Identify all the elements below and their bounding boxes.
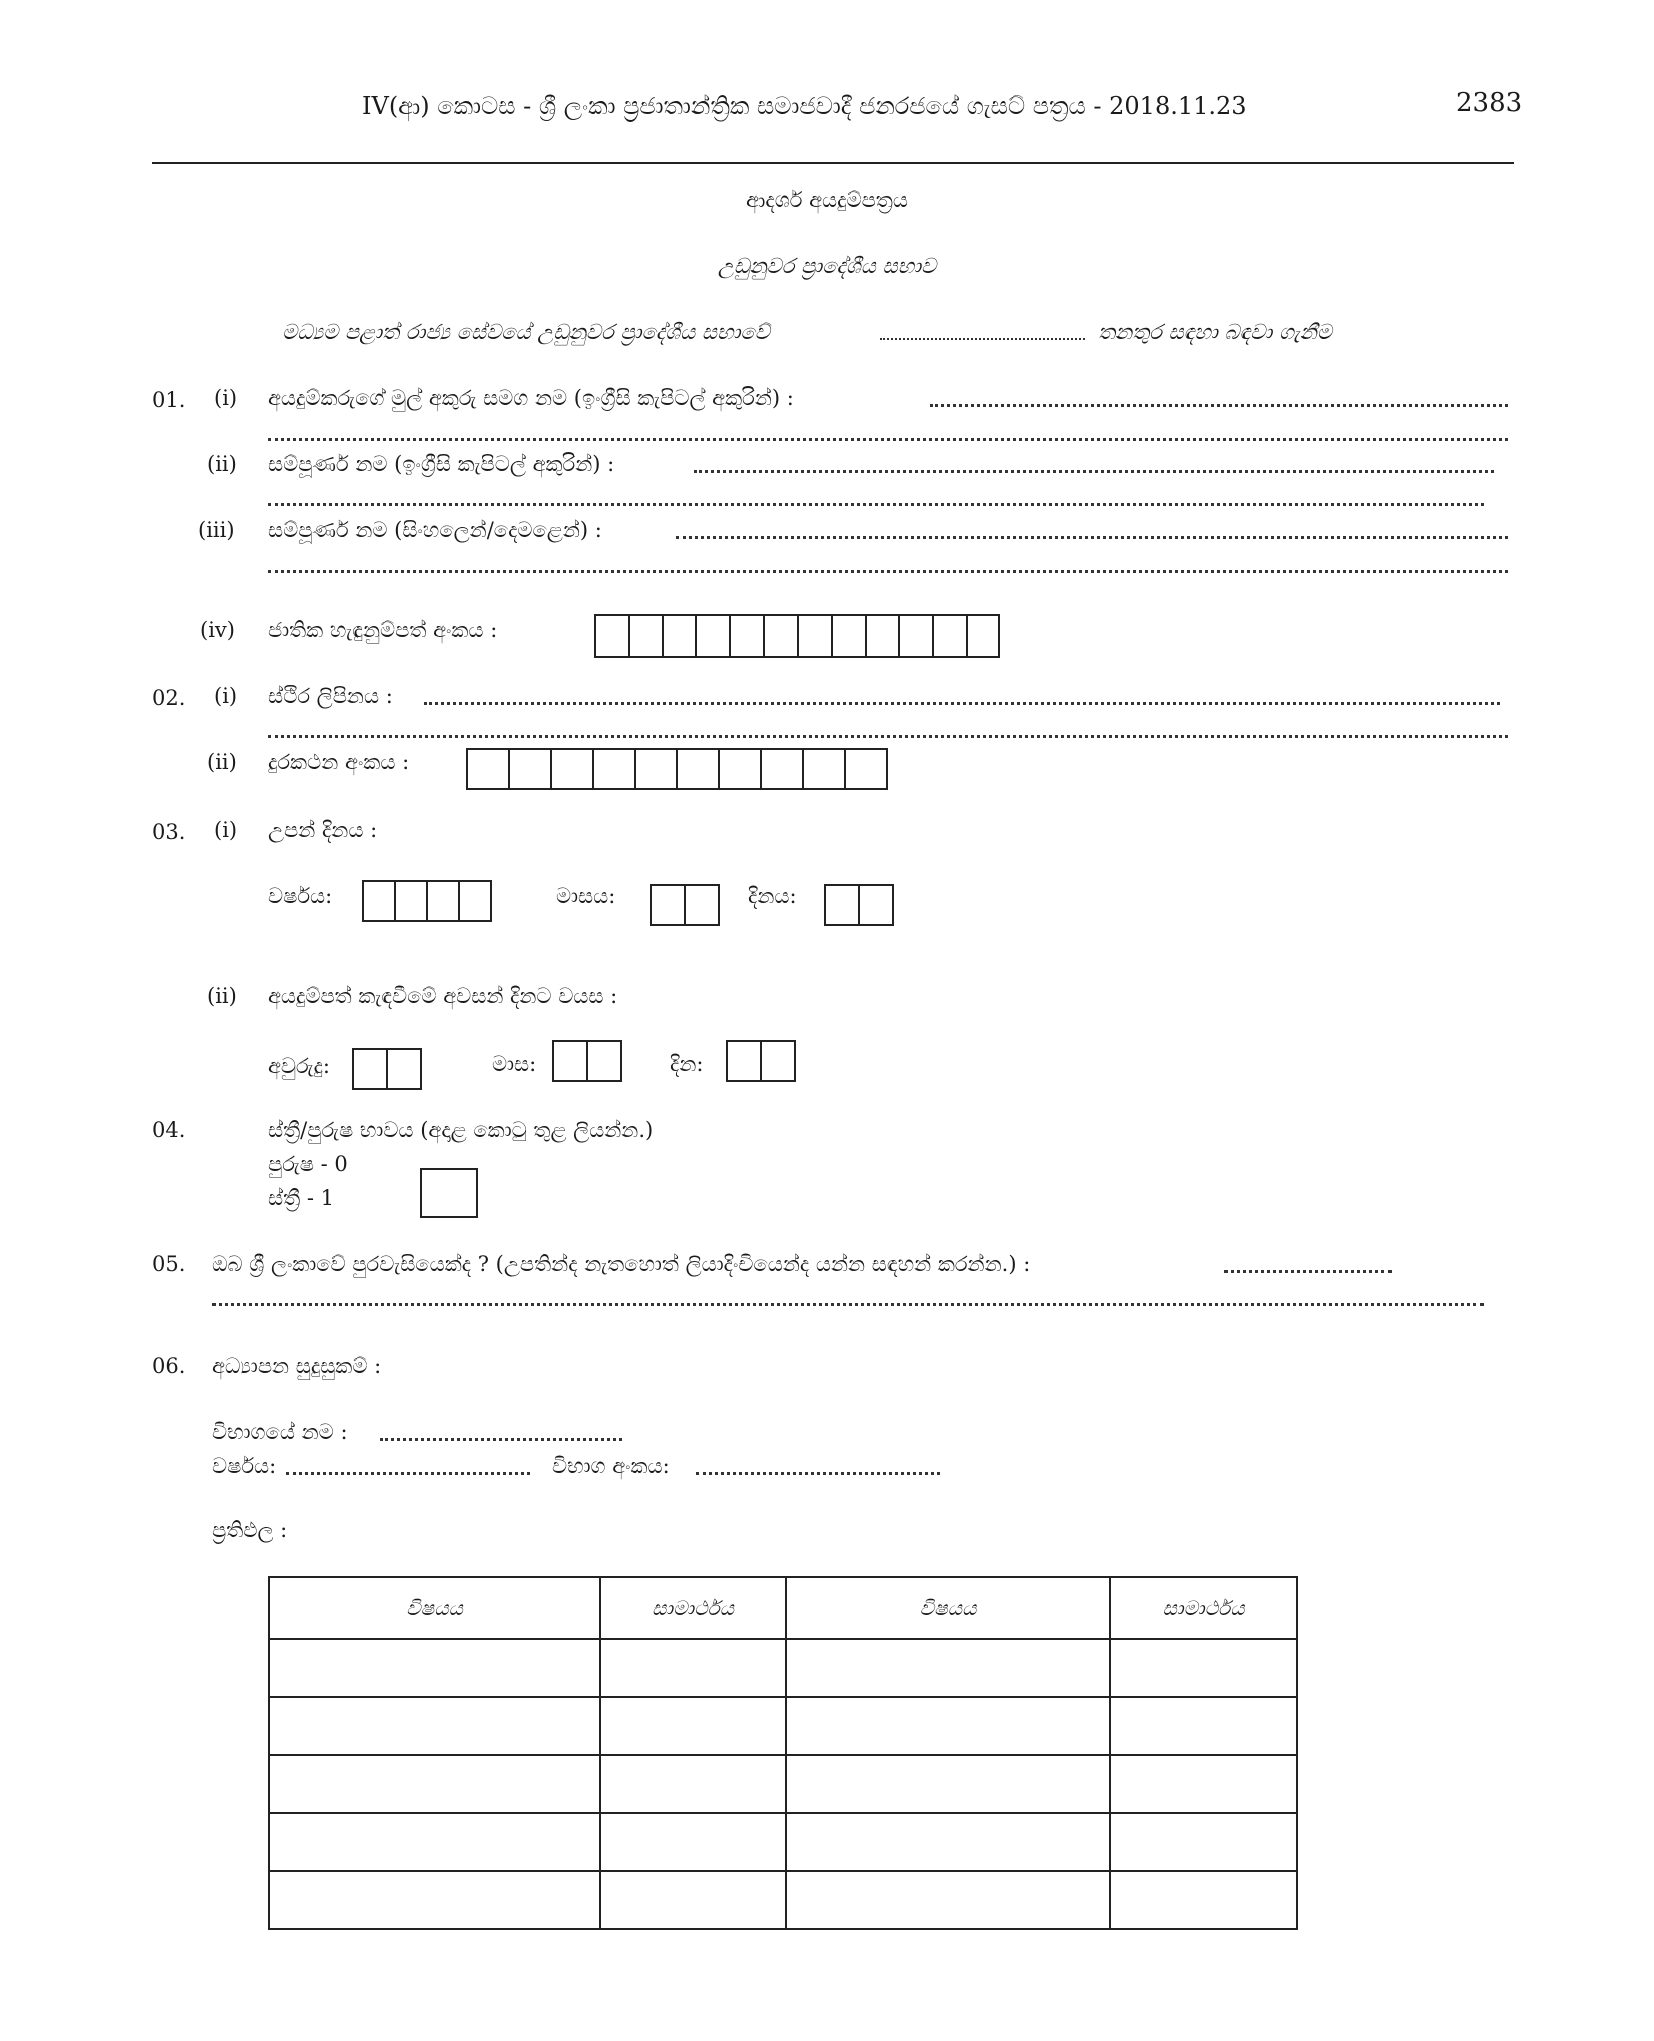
s02-ii-marker: (ii) <box>207 750 237 774</box>
table-row <box>269 1639 1297 1697</box>
exam-index-field[interactable] <box>696 1472 940 1475</box>
telephone-box[interactable] <box>804 750 846 788</box>
age-months-box[interactable] <box>588 1042 620 1080</box>
birth-day-box[interactable] <box>826 886 860 924</box>
telephone-box[interactable] <box>468 750 510 788</box>
age-days-box[interactable] <box>728 1042 762 1080</box>
nic-box[interactable] <box>630 616 664 656</box>
exam-year-field[interactable] <box>286 1472 530 1475</box>
gazette-header: IV(ආ) කොටස - ශ්‍රී ලංකා ප්‍රජාතාන්ත්‍රික සමාජවාදී ජනරජයේ ගැසට් පත්‍රය - 2018.11.23 <box>362 92 1247 120</box>
age-days-boxes[interactable] <box>726 1040 796 1082</box>
name-with-initials-field-line2[interactable] <box>268 438 1508 441</box>
birth-year-box[interactable] <box>364 882 396 920</box>
exam-year-label: වර්ෂය: <box>212 1454 277 1478</box>
post-name-field[interactable] <box>880 338 1085 340</box>
grade-cell[interactable] <box>600 1755 786 1813</box>
grade-cell[interactable] <box>600 1871 786 1929</box>
section-03-number: 03. <box>152 820 186 844</box>
exam-index-label: විභාග අංකය: <box>552 1454 670 1478</box>
table-row <box>269 1813 1297 1871</box>
results-table-header-row <box>269 1577 1297 1639</box>
birth-day-boxes[interactable] <box>824 884 894 926</box>
nic-box[interactable] <box>664 616 698 656</box>
table-row <box>269 1697 1297 1755</box>
birth-month-label: මාසය: <box>556 884 616 908</box>
section-06-number: 06. <box>152 1354 186 1378</box>
nic-box[interactable] <box>596 616 630 656</box>
telephone-box[interactable] <box>510 750 552 788</box>
citizenship-question: ඔබ ශ්‍රී ලංකාවේ පුරවැසියෙක්ද ? (උපතින්ද නැතහොත් ලියාදිංචියෙන්ද යන්න සඳහන් කරන්න.) : <box>212 1252 1031 1276</box>
subject-cell[interactable] <box>786 1639 1110 1697</box>
subject-cell[interactable] <box>786 1871 1110 1929</box>
telephone-box[interactable] <box>720 750 762 788</box>
nic-number-boxes[interactable] <box>594 614 1000 658</box>
name-with-initials-field[interactable] <box>930 404 1508 407</box>
grade-cell[interactable] <box>1110 1813 1297 1871</box>
subject-cell[interactable] <box>269 1755 600 1813</box>
age-months-label: මාස: <box>492 1052 537 1076</box>
gender-female-option: ස්ත්‍රී - 1 <box>268 1186 334 1210</box>
birth-month-boxes[interactable] <box>650 884 720 926</box>
permanent-address-field[interactable] <box>424 702 1500 705</box>
subject-cell[interactable] <box>269 1697 600 1755</box>
nic-box[interactable] <box>799 616 833 656</box>
s01-iii-label: සම්පූර්ණ නම (සිංහලෙන්/දෙමළෙන්) : <box>268 518 602 542</box>
nic-box[interactable] <box>731 616 765 656</box>
purpose-suffix: තනතුර සඳහා බඳවා ගැනීම <box>1098 320 1332 344</box>
results-label: ප්‍රතිඵල : <box>212 1518 288 1542</box>
subject-cell[interactable] <box>786 1697 1110 1755</box>
telephone-box[interactable] <box>552 750 594 788</box>
birth-month-box[interactable] <box>652 886 686 924</box>
subject-cell[interactable] <box>786 1813 1110 1871</box>
telephone-box[interactable] <box>846 750 886 788</box>
nic-box[interactable] <box>765 616 799 656</box>
s01-iv-marker: (iv) <box>200 618 235 642</box>
age-days-label: දින: <box>670 1052 704 1076</box>
subject-cell[interactable] <box>269 1813 600 1871</box>
s01-i-marker: (i) <box>214 386 238 410</box>
form-title: ආදර්ශ අයදුම්පත්‍රය <box>746 188 908 212</box>
grade-cell[interactable] <box>1110 1697 1297 1755</box>
grade-cell[interactable] <box>600 1697 786 1755</box>
birth-year-boxes[interactable] <box>362 880 492 922</box>
exam-name-label: විභාගයේ නම : <box>212 1420 348 1444</box>
permanent-address-field-line2[interactable] <box>268 735 1508 738</box>
s03-ii-label: අයදුම්පත් කැඳවීමේ අවසන් දිනට වයස : <box>268 984 618 1008</box>
s01-i-label: අයදුම්කරුගේ මුල් අකුරු සමග නම (ඉංග්‍රීසි කැපිටල් අකුරින්) : <box>268 386 794 410</box>
s01-ii-marker: (ii) <box>207 452 237 476</box>
nic-box[interactable] <box>833 616 867 656</box>
nic-box[interactable] <box>867 616 901 656</box>
telephone-number-boxes[interactable] <box>466 748 888 790</box>
grade-header: සාමාර්ථය <box>1110 1577 1297 1639</box>
s03-ii-marker: (ii) <box>207 984 237 1008</box>
birth-year-box[interactable] <box>396 882 428 920</box>
grade-cell[interactable] <box>600 1813 786 1871</box>
age-months-box[interactable] <box>554 1042 588 1080</box>
s03-i-label: උපන් දිනය : <box>268 818 378 842</box>
citizenship-field[interactable] <box>1224 1270 1392 1273</box>
age-months-boxes[interactable] <box>552 1040 622 1082</box>
subject-header: විෂයය <box>786 1577 1110 1639</box>
grade-header: සාමාර්ථය <box>600 1577 786 1639</box>
nic-box[interactable] <box>697 616 731 656</box>
citizenship-field-line2[interactable] <box>212 1303 1484 1306</box>
subject-cell[interactable] <box>786 1755 1110 1813</box>
age-years-boxes[interactable] <box>352 1048 422 1090</box>
section-02-number: 02. <box>152 686 186 710</box>
telephone-box[interactable] <box>762 750 804 788</box>
grade-cell[interactable] <box>1110 1871 1297 1929</box>
nic-box[interactable] <box>900 616 934 656</box>
section-04-number: 04. <box>152 1118 186 1142</box>
birth-year-label: වර්ෂය: <box>268 884 333 908</box>
subject-cell[interactable] <box>269 1871 600 1929</box>
purpose-prefix: මධ්‍යම පළාත් රාජ්‍ය සේවයේ උඩුනුවර ප්‍රාදේශීය සභාවේ <box>282 320 770 344</box>
full-name-sinhala-field[interactable] <box>676 536 1508 539</box>
results-table <box>268 1576 1298 1930</box>
gender-label: ස්ත්‍රී/පුරුෂ භාවය (අදාළ කොටු තුළ ලියන්න.) <box>268 1118 654 1142</box>
age-years-box[interactable] <box>354 1050 388 1088</box>
header-rule <box>152 162 1514 164</box>
s01-iii-marker: (iii) <box>198 518 235 542</box>
table-row <box>269 1755 1297 1813</box>
gender-male-option: පුරුෂ - 0 <box>268 1152 348 1176</box>
full-name-english-field-line2[interactable] <box>268 503 1484 506</box>
age-years-box[interactable] <box>388 1050 420 1088</box>
grade-cell[interactable] <box>1110 1639 1297 1697</box>
age-years-label: අවුරුදු: <box>268 1054 330 1078</box>
birth-month-box[interactable] <box>686 886 718 924</box>
grade-cell[interactable] <box>600 1639 786 1697</box>
s02-i-marker: (i) <box>214 684 238 708</box>
subject-header: විෂයය <box>269 1577 600 1639</box>
s01-iv-label: ජාතික හැඳුනුම්පත් අංකය : <box>268 618 498 642</box>
telephone-box[interactable] <box>636 750 678 788</box>
section-01-number: 01. <box>152 388 186 412</box>
nic-box[interactable] <box>934 616 968 656</box>
telephone-box[interactable] <box>678 750 720 788</box>
table-row <box>269 1871 1297 1929</box>
s02-ii-label: දුරකථන අංකය : <box>268 750 410 774</box>
gender-box[interactable] <box>420 1168 478 1218</box>
birth-day-box[interactable] <box>860 886 892 924</box>
s03-i-marker: (i) <box>214 818 238 842</box>
page-number: 2383 <box>1456 88 1523 118</box>
subject-cell[interactable] <box>269 1639 600 1697</box>
section-05-number: 05. <box>152 1252 186 1276</box>
authority-name: උඩුනුවර ප්‍රාදේශීය සභාව <box>717 254 937 278</box>
s02-i-label: ස්ථිර ලිපිනය : <box>268 684 393 708</box>
telephone-box[interactable] <box>594 750 636 788</box>
birth-year-box[interactable] <box>428 882 460 920</box>
education-label: අධ්‍යාපන සුදුසුකම් : <box>212 1354 382 1378</box>
nic-box[interactable] <box>968 616 998 656</box>
full-name-sinhala-field-line2[interactable] <box>268 570 1508 573</box>
full-name-english-field[interactable] <box>694 470 1494 473</box>
age-days-box[interactable] <box>762 1042 794 1080</box>
grade-cell[interactable] <box>1110 1755 1297 1813</box>
birth-day-label: දිනය: <box>748 884 797 908</box>
exam-name-field[interactable] <box>380 1438 622 1441</box>
s01-ii-label: සම්පූර්ණ නම (ඉංග්‍රීසි කැපිටල් අකුරින්) : <box>268 452 615 476</box>
birth-year-box[interactable] <box>460 882 490 920</box>
